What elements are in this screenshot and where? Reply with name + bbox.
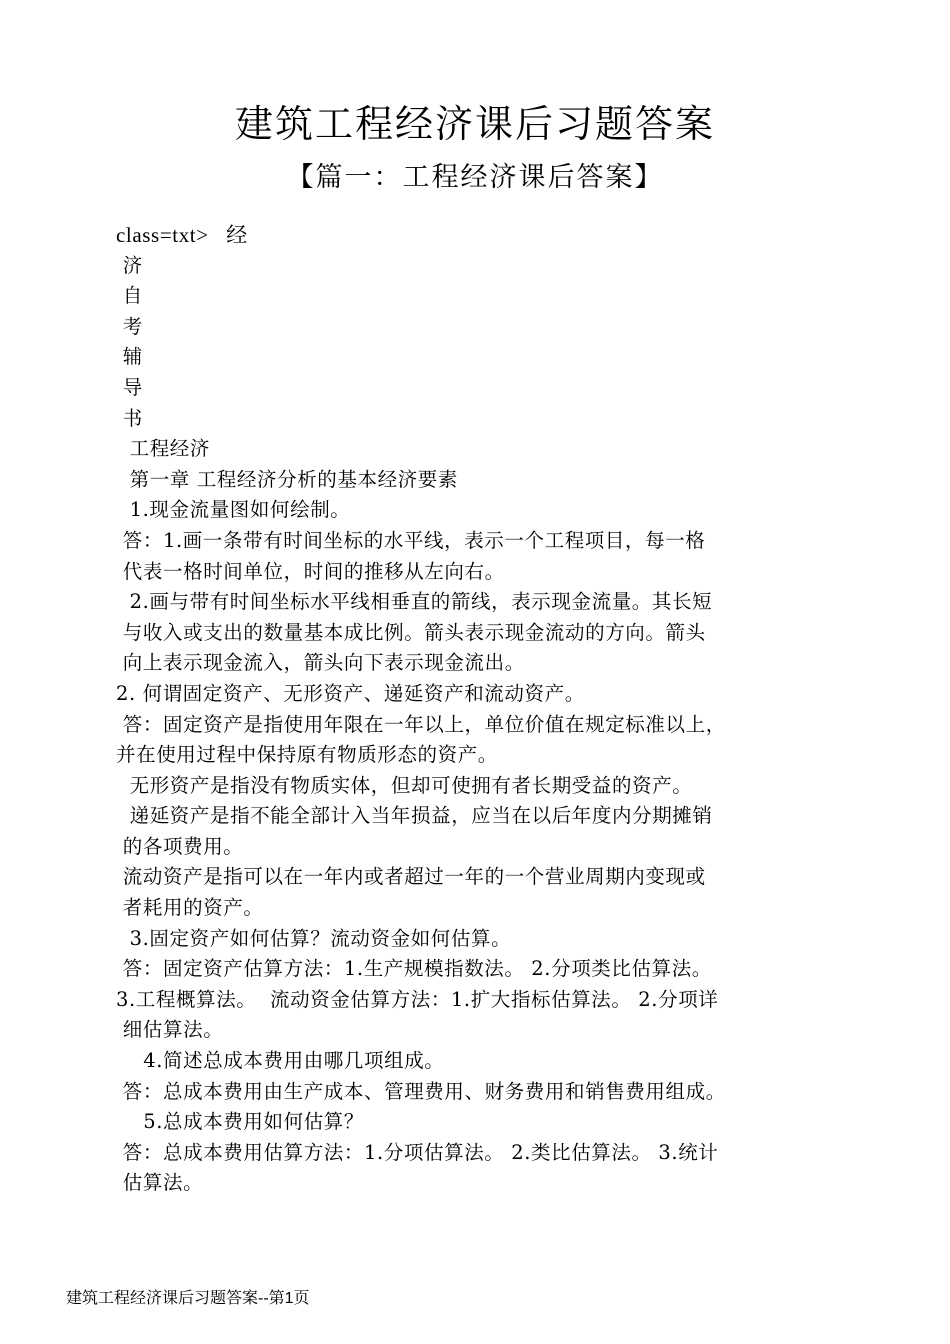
text-line: 向上表示现金流入，箭头向下表示现金流出。 bbox=[116, 651, 525, 675]
text-line: 自 bbox=[116, 284, 143, 308]
text-line: 与收入或支出的数量基本成比例。箭头表示现金流动的方向。箭头 bbox=[116, 620, 706, 644]
text-line: 并在使用过程中保持原有物质形态的资产。 bbox=[116, 743, 498, 767]
text-line: 3.工程概算法。 流动资金估算方法：1.扩大指标估算法。 2.分项详 bbox=[116, 987, 719, 1011]
text-line: 估算法。 bbox=[116, 1171, 204, 1195]
text-line: 答：总成本费用估算方法：1.分项估算法。 2.类比估算法。 3.统计 bbox=[116, 1140, 719, 1164]
text-line: 工程经济 bbox=[116, 437, 210, 461]
text-line: 1.现金流量图如何绘制。 bbox=[116, 498, 351, 522]
text-line: 书 bbox=[116, 406, 143, 430]
text-line: 递延资产是指不能全部计入当年损益，应当在以后年度内分期摊销 bbox=[116, 804, 713, 828]
text-line: class=txt> 经 bbox=[116, 223, 248, 247]
text-line: 代表一格时间单位，时间的推移从左向右。 bbox=[116, 559, 505, 583]
text-line: 济 bbox=[116, 253, 143, 277]
text-line: 2.画与带有时间坐标水平线相垂直的箭线，表示现金流量。其长短 bbox=[116, 590, 713, 614]
text-line: 第一章 工程经济分析的基本经济要素 bbox=[116, 467, 458, 491]
text-line: 答：固定资产是指使用年限在一年以上，单位价值在规定标准以上， bbox=[116, 712, 726, 736]
text-line: 流动资产是指可以在一年内或者超过一年的一个营业周期内变现或 bbox=[116, 865, 706, 889]
text-line: 2. 何谓固定资产、无形资产、递延资产和流动资产。 bbox=[116, 681, 585, 705]
text-line: 答：1.画一条带有时间坐标的水平线，表示一个工程项目，每一格 bbox=[116, 528, 706, 552]
text-line: 细估算法。 bbox=[116, 1018, 224, 1042]
page-footer: 建筑工程经济课后习题答案--第1页 bbox=[66, 1290, 310, 1307]
text-line: 的各项费用。 bbox=[116, 834, 244, 858]
text-line: 导 bbox=[116, 375, 143, 399]
text-line: 3.固定资产如何估算？流动资金如何估算。 bbox=[116, 926, 512, 950]
text-line: 答：总成本费用由生产成本、管理费用、财务费用和销售费用组成。 bbox=[116, 1079, 726, 1103]
text-line: 答：固定资产估算方法：1.生产规模指数法。 2.分项类比估算法。 bbox=[116, 957, 712, 981]
document-body bbox=[116, 220, 856, 1199]
text-line: 5.总成本费用如何估算？ bbox=[116, 1110, 364, 1134]
text-line: 4.简述总成本费用由哪几项组成。 bbox=[116, 1049, 445, 1073]
text-line: 无形资产是指没有物质实体，但却可使拥有者长期受益的资产。 bbox=[116, 773, 693, 797]
text-line: 辅 bbox=[116, 345, 143, 369]
text-line: 者耗用的资产。 bbox=[116, 896, 264, 920]
document-subtitle: 【篇一：工程经济课后答案】 bbox=[286, 162, 664, 193]
document-title: 建筑工程经济课后习题答案 bbox=[234, 102, 715, 146]
text-line: 考 bbox=[116, 314, 143, 338]
